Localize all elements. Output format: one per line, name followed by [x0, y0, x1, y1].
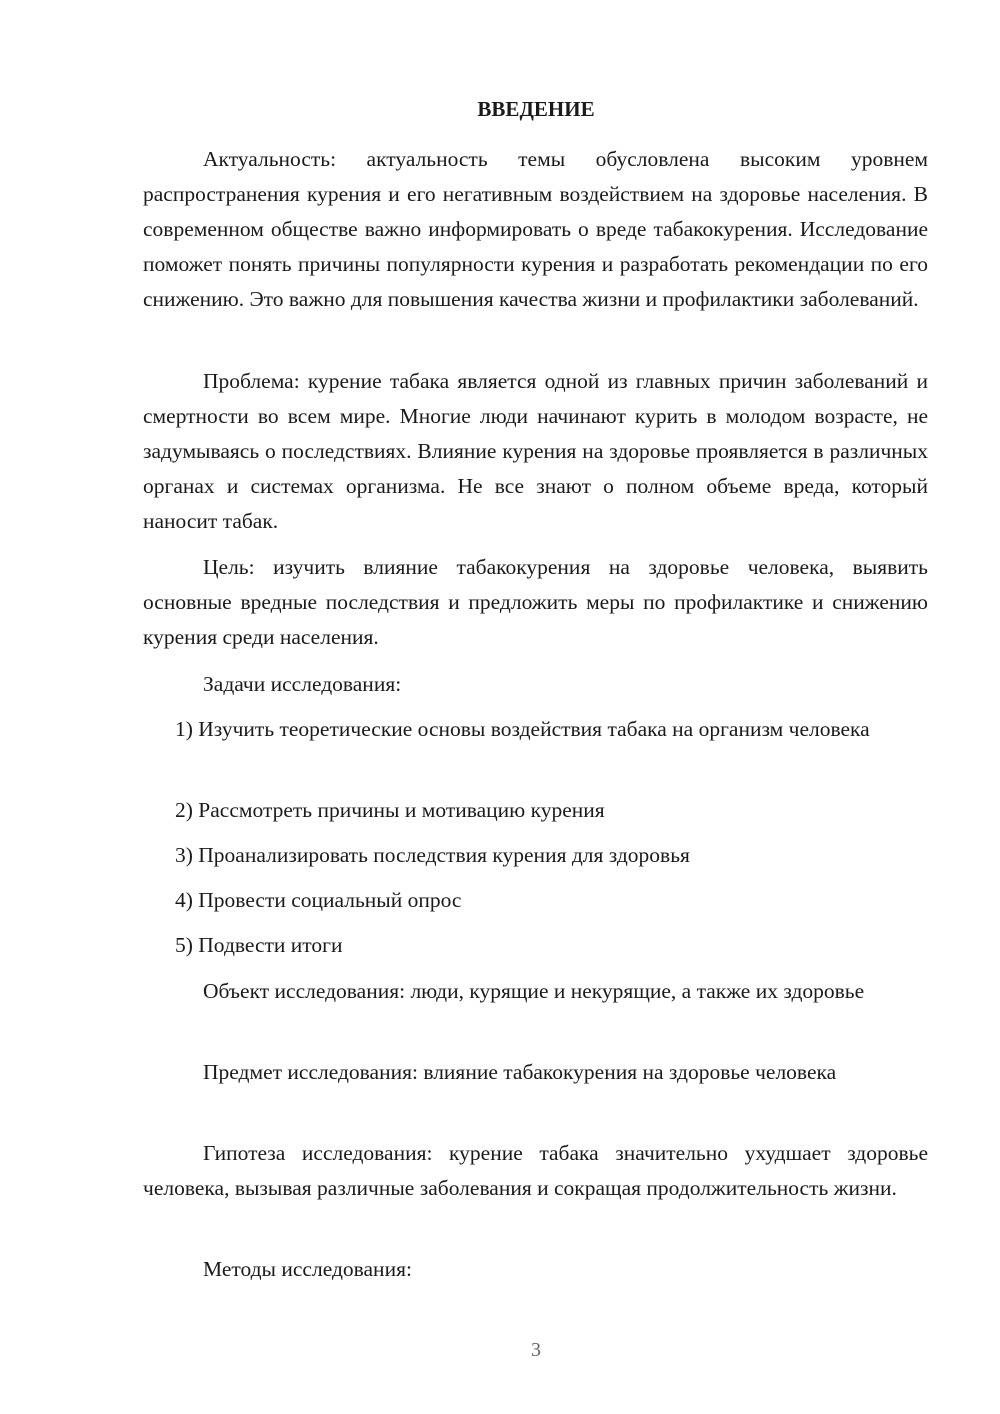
paragraph-problem: Проблема: курение табака является одной из главных причин заболеваний и смертности во всем мире. Многие люди начинают курить в молодом возрасте, не задумываясь о последствиях. Влияние курения на здоровье проявляется в различных органах и системах организма. Не все знают о полном объеме вреда, который наносит табак. [143, 369, 928, 533]
page-title: ВВЕДЕНИЕ [477, 97, 595, 121]
paragraph-subject: Предмет исследования: влияние табакокурения на здоровье человека [203, 1060, 837, 1084]
paragraph-relevance: Актуальность: актуальность темы обусловлена высоким уровнем распространения курения и его негативным воздействием на здоровье населения. В современном обществе важно информировать о вреде табакокурения. Исследование поможет понять причины популярности курения и разработать рекомендации по его снижению. Это важно для повышения качества жизни и профилактики заболеваний. [143, 147, 928, 311]
paragraph-object: Объект исследования: люди, курящие и некурящие, а также их здоровье [203, 979, 865, 1003]
tasks-heading: Задачи исследования: [203, 672, 402, 696]
list-item-task-5: 5) Подвести итоги [175, 933, 343, 957]
paragraph-hypothesis: Гипотеза исследования: курение табака значительно ухудшает здоровье человека, вызывая различные заболевания и сокращая продолжительность жизни. [143, 1141, 928, 1200]
paragraph-goal: Цель: изучить влияние табакокурения на здоровье человека, выявить основные вредные последствия и предложить меры по профилактике и снижению курения среди населения. [143, 555, 928, 649]
methods-heading: Методы исследования: [203, 1257, 412, 1281]
list-item-task-1: 1) Изучить теоретические основы воздействия табака на организм человека [175, 717, 870, 741]
list-item-task-3: 3) Проанализировать последствия курения для здоровья [175, 843, 690, 867]
page-number: 3 [531, 1339, 541, 1361]
list-item-task-2: 2) Рассмотреть причины и мотивацию курения [175, 798, 605, 822]
list-item-task-4: 4) Провести социальный опрос [175, 888, 462, 912]
